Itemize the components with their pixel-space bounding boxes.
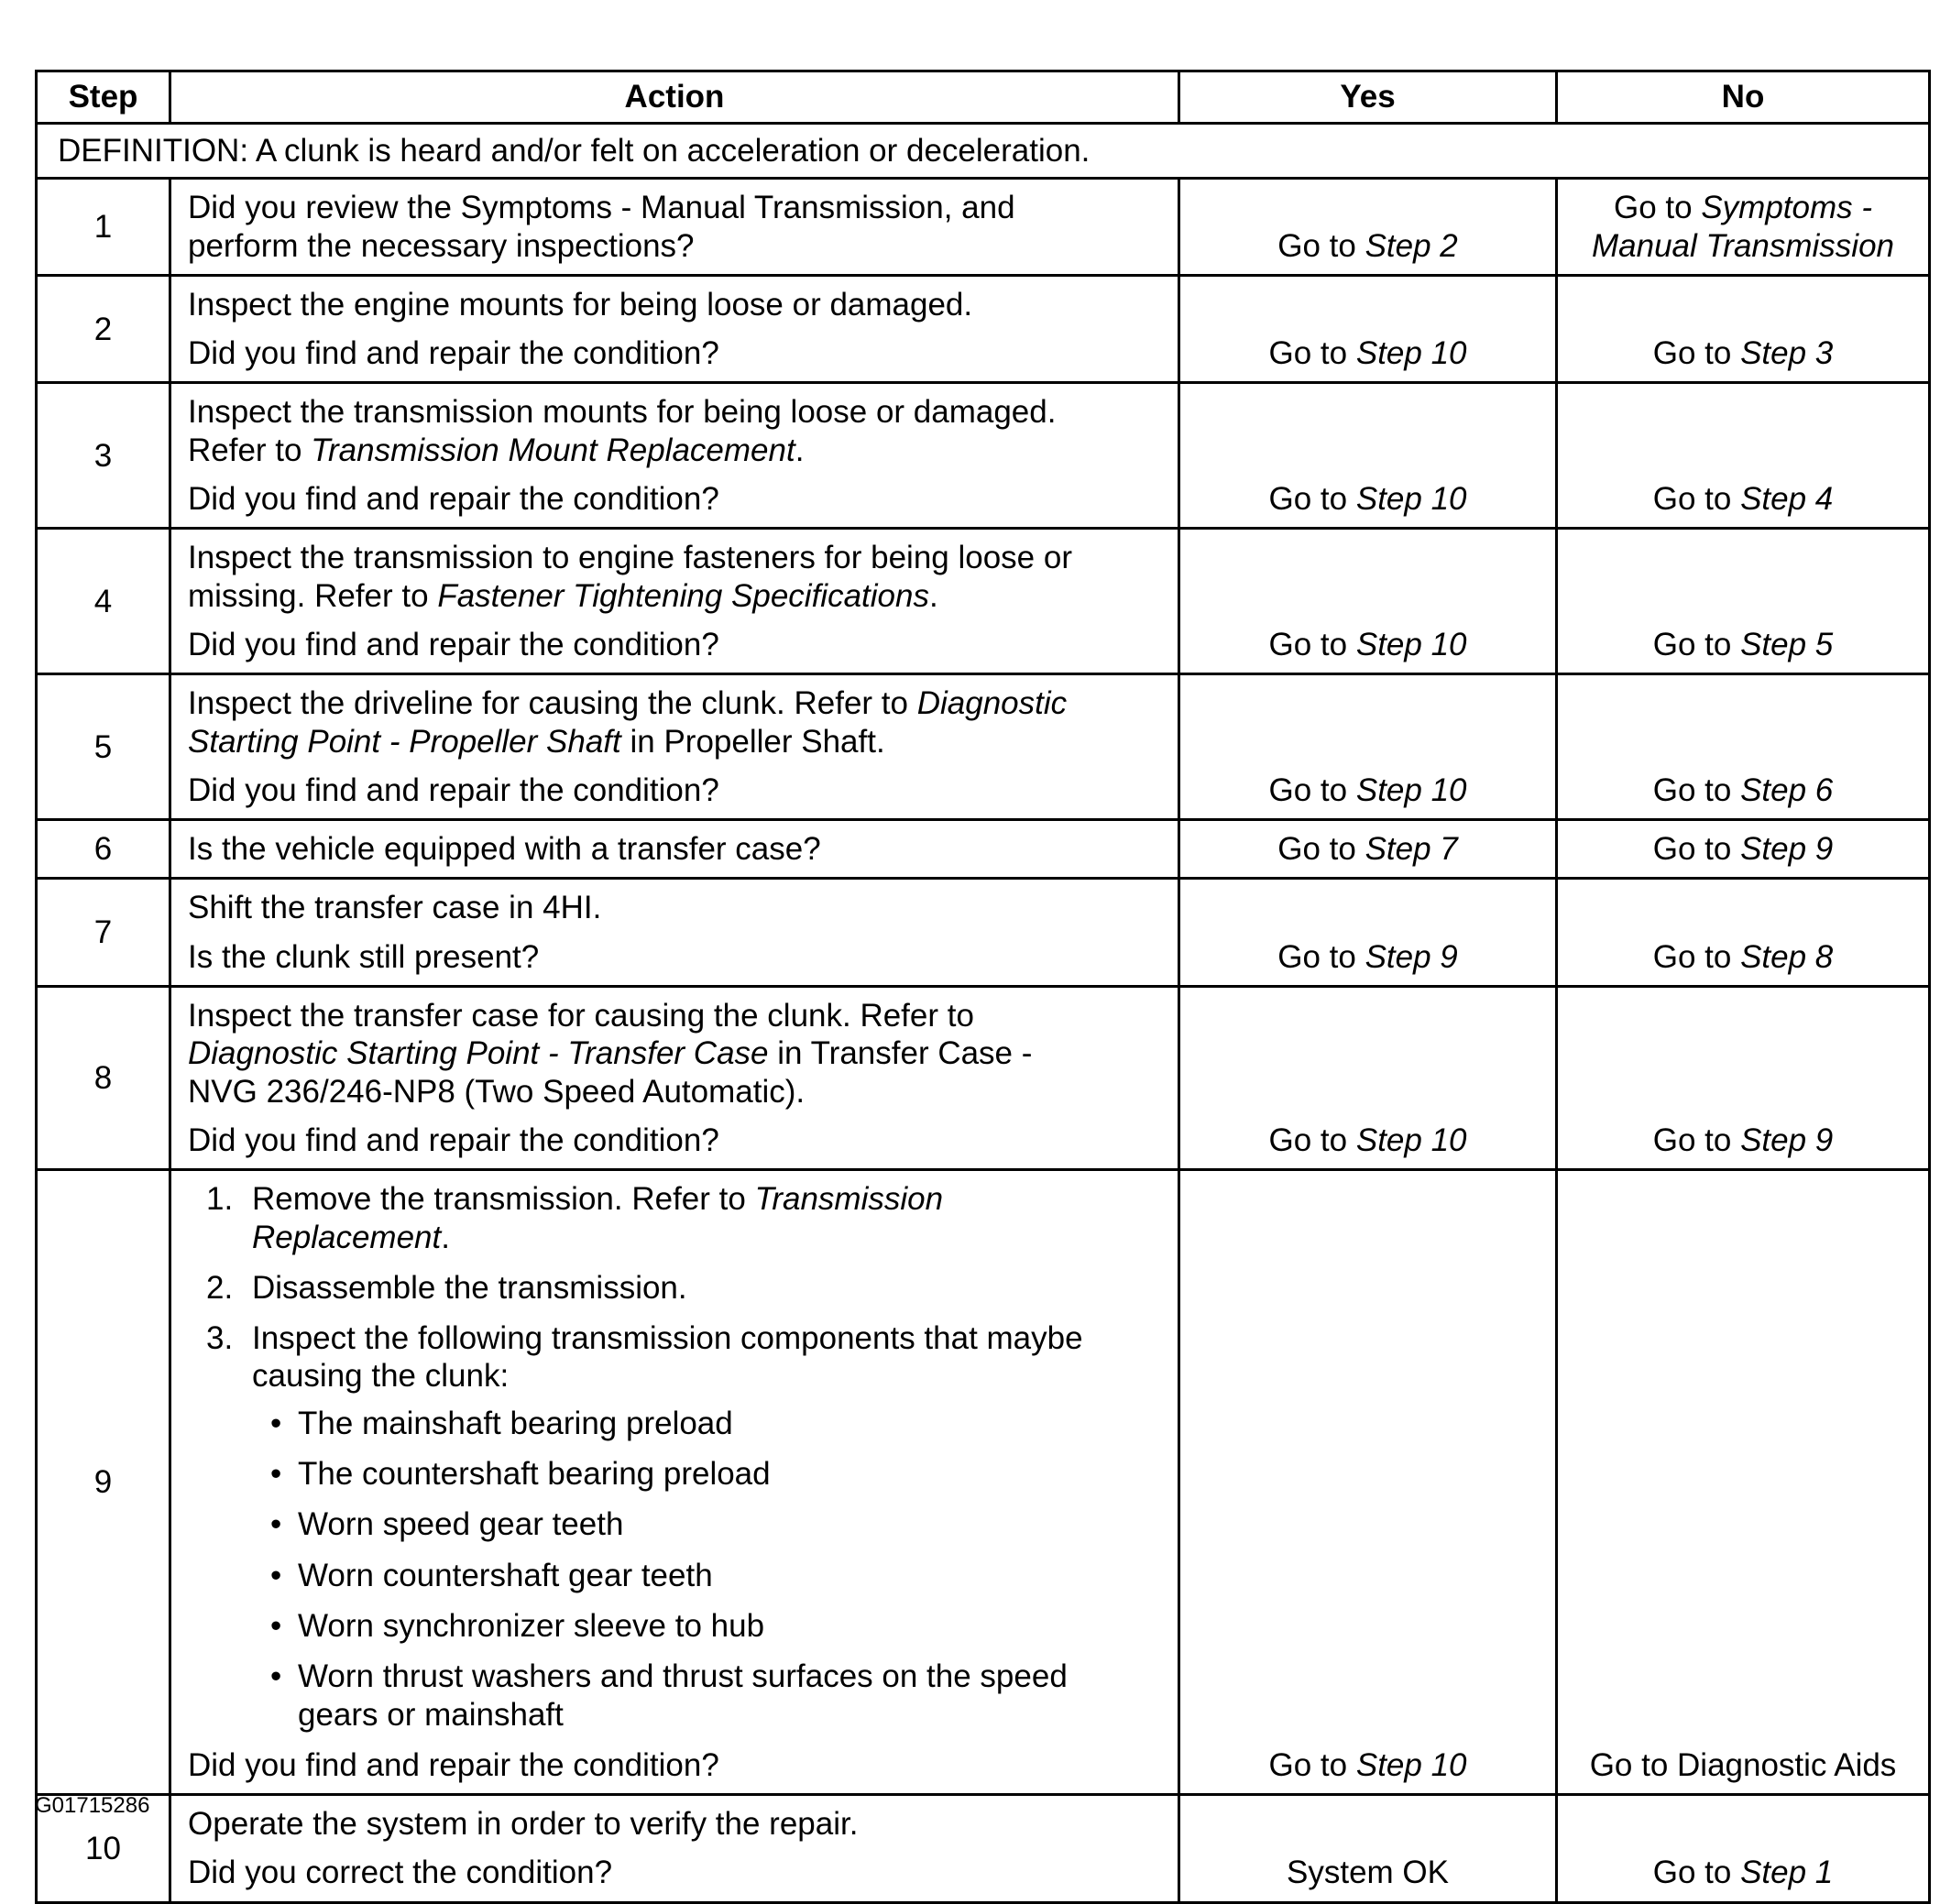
no-step-link[interactable]: Step 4 xyxy=(1740,481,1834,518)
action-text: Inspect the transmission mounts for being loose or damaged. xyxy=(188,394,1057,431)
no-cell xyxy=(1557,383,1930,529)
action-text: Did you review the Symptoms - Manual Transmission, and xyxy=(188,190,1015,226)
no-step-link[interactable]: Step 8 xyxy=(1740,938,1834,975)
no-cell xyxy=(1557,1795,1930,1903)
step-number: 4 xyxy=(37,529,170,674)
table-row xyxy=(37,879,1930,987)
list-item: • Worn thrust washers and thrust surfaces on the speed gears or mainshaft xyxy=(298,1658,1104,1734)
yes-cell xyxy=(1179,1170,1557,1795)
table-row xyxy=(37,1170,1930,1795)
action-text: NVG 236/246-NP8 (Two Speed Automatic). xyxy=(188,1073,806,1110)
action-text: perform the necessary inspections? xyxy=(188,227,695,264)
no-step-link[interactable]: Step 3 xyxy=(1740,335,1834,372)
no-link[interactable]: Manual Transmission xyxy=(1591,227,1895,264)
step-number: 8 xyxy=(37,987,170,1170)
yes-cell xyxy=(1179,820,1557,879)
diagnostic-table-sheet xyxy=(35,70,1928,1904)
yes-step-link[interactable]: Step 10 xyxy=(1355,1746,1467,1783)
substep-text: Inspect the following transmission components that maybe xyxy=(252,1320,1083,1357)
no-cell xyxy=(1557,179,1930,276)
refer-text: Refer to xyxy=(188,432,302,468)
step-number: 2 xyxy=(37,275,170,383)
list-item: • Worn speed gear teeth xyxy=(298,1505,1161,1543)
substep-item xyxy=(206,1269,1161,1307)
question-text: Did you find and repair the condition? xyxy=(188,771,719,808)
yes-step-link[interactable]: Step 10 xyxy=(1355,481,1467,518)
go-to-label: Go to xyxy=(1652,1122,1732,1158)
go-to-label: Go to xyxy=(1613,190,1693,226)
substep-item: 1. Remove the transmission. Refer to Transmission Replacement. xyxy=(206,1181,944,1255)
yes-step-link[interactable]: Step 10 xyxy=(1355,335,1467,372)
action-cell xyxy=(170,179,1179,276)
action-cell: Inspect the transmission to engine fasteners for being loose or missing. Refer to Fastener Tightening Specifications. Did you find and repair the condition? xyxy=(170,529,1179,674)
go-to-label: Go to xyxy=(1652,481,1732,518)
no-link[interactable]: Symptoms - xyxy=(1701,190,1873,226)
substep-number: 1. xyxy=(206,1181,234,1218)
reference-link[interactable]: Transmission Mount Replacement xyxy=(311,432,795,468)
header-step: Step xyxy=(37,71,170,124)
table-row xyxy=(37,820,1930,879)
yes-cell xyxy=(1179,275,1557,383)
definition-text: DEFINITION: A clunk is heard and/or felt on acceleration or deceleration. xyxy=(37,124,1930,179)
yes-step-link[interactable]: Step 10 xyxy=(1355,626,1467,662)
no-step-link[interactable]: Step 5 xyxy=(1740,626,1834,662)
step-number: 6 xyxy=(37,820,170,879)
header-yes: Yes xyxy=(1179,71,1557,124)
go-to-label: Go to xyxy=(1268,335,1348,372)
go-to-label: Go to xyxy=(1652,938,1732,975)
reference-link[interactable]: Starting Point - Propeller Shaft xyxy=(188,723,621,760)
list-item: • Worn synchronizer sleeve to hub xyxy=(298,1607,1161,1645)
substep-number: 3. xyxy=(206,1320,234,1357)
go-to-label: Go to xyxy=(1268,626,1348,662)
no-step-link[interactable]: Step 9 xyxy=(1740,1122,1834,1158)
component-list xyxy=(252,1405,1161,1734)
substep-text: Remove the transmission. Refer to xyxy=(252,1181,746,1218)
go-to-label: Go to xyxy=(1268,481,1348,518)
no-step-link[interactable]: Step 1 xyxy=(1740,1855,1834,1891)
question-text: Did you find and repair the condition? xyxy=(188,626,719,662)
yes-cell xyxy=(1179,1795,1557,1903)
reference-link[interactable]: Diagnostic xyxy=(916,685,1068,722)
step-number: 3 xyxy=(37,383,170,529)
question-text: Is the clunk still present? xyxy=(188,938,540,975)
action-cell xyxy=(170,674,1179,820)
yes-step-link[interactable]: Step 7 xyxy=(1365,831,1458,868)
no-cell xyxy=(1557,987,1930,1170)
action-cell xyxy=(170,820,1179,879)
step-number: 1 xyxy=(37,179,170,276)
diagnostic-table xyxy=(35,70,1931,1904)
table-row xyxy=(37,674,1930,820)
step-number: 7 xyxy=(37,879,170,987)
substep-text: causing the clunk: xyxy=(252,1358,510,1395)
reference-link[interactable]: Fastener Tightening Specifications xyxy=(437,577,929,614)
go-to-label: Go to xyxy=(1268,1122,1348,1158)
yes-cell xyxy=(1179,674,1557,820)
no-step-link[interactable]: Step 9 xyxy=(1740,831,1834,868)
action-cell xyxy=(170,1795,1179,1903)
list-item: • The mainshaft bearing preload xyxy=(298,1405,1161,1442)
go-to-label: Go to xyxy=(1652,335,1732,372)
go-to-label: Go to xyxy=(1652,831,1732,868)
go-to-label: Go to xyxy=(1277,227,1356,264)
action-cell xyxy=(170,275,1179,383)
table-row xyxy=(37,987,1930,1170)
action-text: Inspect the engine mounts for being loose or damaged. xyxy=(188,286,973,323)
action-cell xyxy=(170,879,1179,987)
table-row xyxy=(37,179,1930,276)
go-to-label: Go to xyxy=(1652,626,1732,662)
action-text: missing. Refer to xyxy=(188,577,429,614)
go-to-label: Go to xyxy=(1277,831,1356,868)
substep-number: 2. xyxy=(206,1269,234,1306)
yes-cell xyxy=(1179,879,1557,987)
table-row xyxy=(37,383,1930,529)
table-row xyxy=(37,275,1930,383)
no-cell xyxy=(1557,674,1930,820)
question-text: Did you correct the condition? xyxy=(188,1855,613,1891)
step-number: 5 xyxy=(37,674,170,820)
action-cell xyxy=(170,987,1179,1170)
yes-result: System OK xyxy=(1287,1855,1449,1891)
question-text: Did you find and repair the condition? xyxy=(188,481,719,518)
yes-step-link[interactable]: Step 10 xyxy=(1355,771,1467,808)
question-text: Did you find and repair the condition? xyxy=(188,335,719,372)
yes-step-link[interactable]: Step 10 xyxy=(1355,1122,1467,1158)
table-row xyxy=(37,529,1930,674)
list-item: • The countershaft bearing preload xyxy=(298,1455,1161,1493)
question-text: Did you find and repair the condition? xyxy=(188,1746,719,1783)
question-text: Did you find and repair the condition? xyxy=(188,1122,719,1158)
reference-link[interactable]: Transmission xyxy=(754,1181,944,1218)
header-row xyxy=(37,71,1930,124)
definition-row xyxy=(37,124,1930,179)
go-to-label: Go to xyxy=(1652,771,1732,808)
action-text: Operate the system in order to verify the repair. xyxy=(188,1806,859,1843)
yes-cell xyxy=(1179,987,1557,1170)
reference-link[interactable]: Replacement xyxy=(252,1219,442,1255)
action-text: Is the vehicle equipped with a transfer case? xyxy=(188,831,821,868)
reference-link[interactable]: Diagnostic Starting Point - Transfer Case xyxy=(188,1035,769,1072)
action-text: in Transfer Case - xyxy=(777,1035,1033,1072)
yes-cell xyxy=(1179,383,1557,529)
substep-list xyxy=(188,1180,1161,1734)
action-text: Inspect the driveline for causing the clunk. Refer to xyxy=(188,685,908,722)
yes-cell xyxy=(1179,179,1557,276)
go-to-label: Go to xyxy=(1268,771,1348,808)
action-text: Inspect the transfer case for causing the clunk. Refer to xyxy=(188,998,974,1034)
no-cell xyxy=(1557,1170,1930,1795)
list-item: • Worn countershaft gear teeth xyxy=(298,1557,1161,1594)
yes-cell xyxy=(1179,529,1557,674)
figure-code: G01715286 xyxy=(35,1793,150,1818)
no-step-link[interactable]: Step 6 xyxy=(1740,771,1834,808)
no-cell xyxy=(1557,275,1930,383)
yes-step-link[interactable]: Step 9 xyxy=(1365,938,1458,975)
yes-step-link[interactable]: Step 2 xyxy=(1365,227,1458,264)
step-number: 9 xyxy=(37,1170,170,1795)
no-cell xyxy=(1557,529,1930,674)
no-cell xyxy=(1557,820,1930,879)
go-to-label: Go to xyxy=(1652,1855,1732,1891)
action-cell: Inspect the transmission mounts for being loose or damaged. Refer to Transmission Mount Replacement. Did you find and repair the condition? xyxy=(170,383,1179,529)
no-link[interactable]: Go to Diagnostic Aids xyxy=(1589,1746,1897,1783)
step-number: 10 xyxy=(37,1795,170,1903)
substep-text: Disassemble the transmission. xyxy=(252,1269,687,1306)
header-no: No xyxy=(1557,71,1930,124)
go-to-label: Go to xyxy=(1277,938,1356,975)
no-cell xyxy=(1557,879,1930,987)
go-to-label: Go to xyxy=(1268,1746,1348,1783)
substep-item xyxy=(206,1319,1161,1734)
header-action: Action xyxy=(170,71,1179,124)
action-text: Shift the transfer case in 4HI. xyxy=(188,890,602,926)
action-text: in Propeller Shaft. xyxy=(630,723,885,760)
action-text: Inspect the transmission to engine fasteners for being loose or xyxy=(188,540,1072,576)
action-cell xyxy=(170,1170,1179,1795)
table-row xyxy=(37,1795,1930,1903)
